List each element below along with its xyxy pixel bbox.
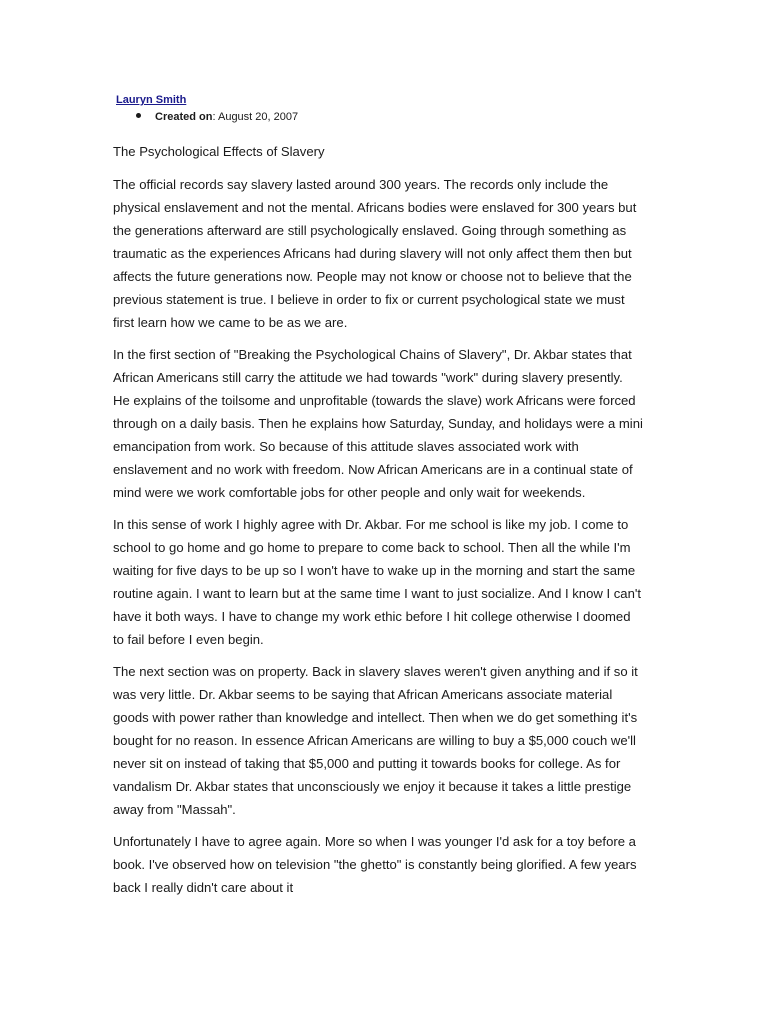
created-on-line: [136, 111, 298, 123]
article-title: The Psychological Effects of Slavery: [113, 144, 325, 159]
bullet-icon: [136, 113, 141, 118]
paragraph-5: Unfortunately I have to agree again. More so when I was younger I'd ask for a toy before a book. I've observed how on television "the ghetto" is constantly being glorified. A few years back I really didn't care about it: [113, 834, 637, 895]
created-on-date: August 20, 2007: [217, 111, 299, 123]
paragraph-4: The next section was on property. Back in slavery slaves weren't given anything and if so it was very little. Dr. Akbar seems to be saying that African Americans associate material goods with power rather than knowledge and intellect. Then when we do get something it's bought for no reason. In essence African Americans are willing to buy a $5,000 couch we'll never sit on instead of taking that $5,000 and putting it towards books for college. As for vandalism Dr. Akbar states that unconsciously we enjoy it because it takes a little prestige away from "Massah".: [113, 664, 638, 817]
paragraph-1: The official records say slavery lasted around 300 years. The records only include the physical enslavement and not the mental. Africans bodies were enslaved for 300 years but the generations afterward are still psychologically enslaved. Going through something as traumatic as the experiences Africans had during slavery will not only affect them then but affects the future generations now. People may not know or choose not to believe that the previous statement is true. I believe in order to fix or current psychological state we must first learn how we came to be as we are.: [113, 177, 637, 330]
author-link[interactable]: Lauryn Smith: [116, 94, 187, 106]
created-on-separator: :: [212, 111, 218, 123]
paragraph-3: In this sense of work I highly agree with Dr. Akbar. For me school is like my job. I come to school to go home and go home to prepare to come back to school. Then all the while I'm waiting for five days to be up so I won't have to wake up in the morning and start the same routine again. I want to learn but at the same time I want to just socialize. And I know I can't have it both ways. I have to change my work ethic before I hit college otherwise I doomed to fail before I even begin.: [113, 517, 641, 647]
created-on-label: Created on: [155, 111, 213, 123]
paragraph-2: In the first section of "Breaking the Psychological Chains of Slavery", Dr. Akbar states that African Americans still carry the attitude we had towards "work" during slavery presently. He explains of the toilsome and unprofitable (towards the slave) work Africans were forced through on a daily basis. Then he explains how Saturday, Sunday, and holidays were a mini emancipation from work. So because of this attitude slaves associated work with enslavement and no work with freedom. Now African Americans are in a continual state of mind were we work comfortable jobs for other people and only wait for weekends.: [113, 347, 643, 500]
article-body: [113, 140, 643, 908]
